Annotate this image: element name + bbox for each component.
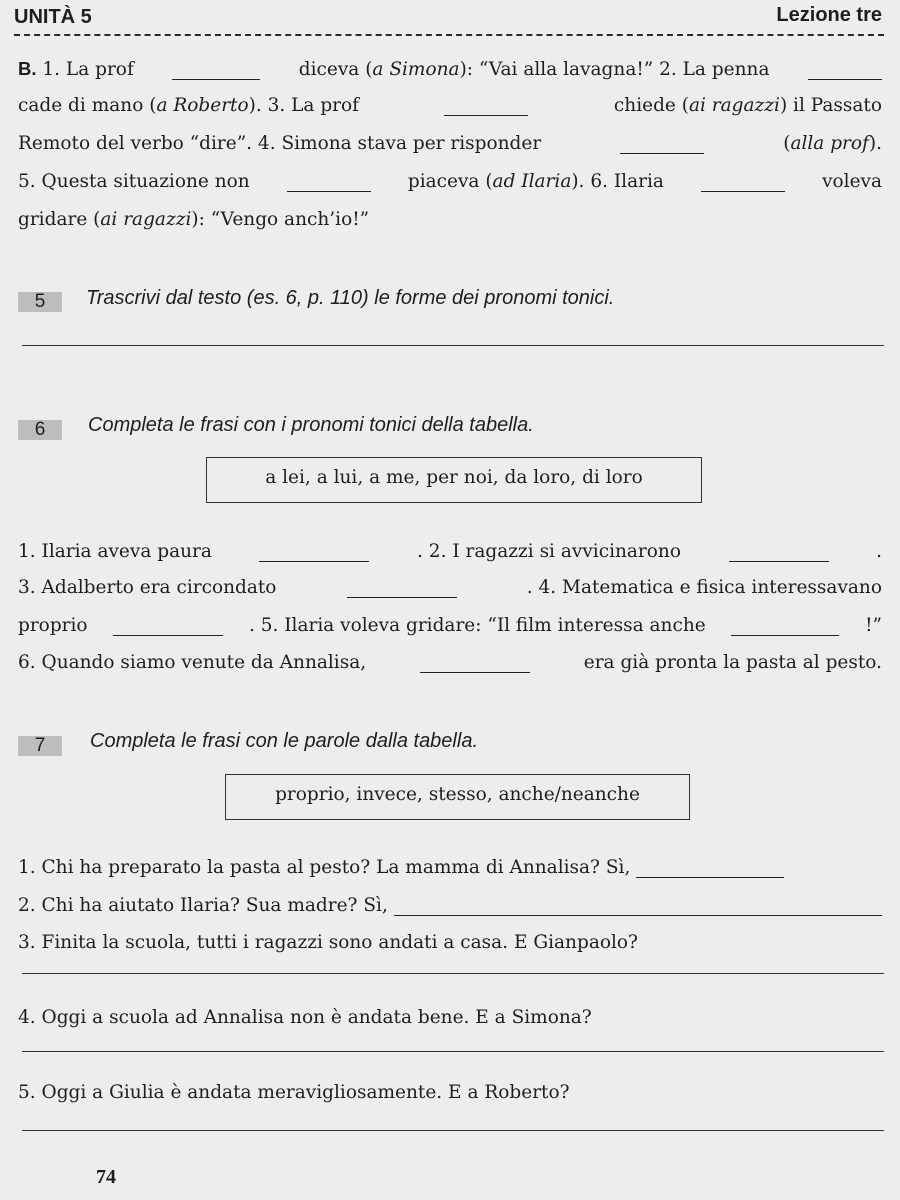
lesson-title: Lezione tre	[776, 4, 882, 26]
answer-blank[interactable]	[701, 173, 785, 192]
answer-blank[interactable]	[729, 543, 829, 562]
exB-label: B.	[18, 58, 37, 79]
exercise-6-number: 6	[18, 420, 62, 440]
ex7-q5: 5. Oggi a Giulia è andata meravigliosamente. E a Roberto?	[18, 1082, 570, 1103]
answer-blank[interactable]	[808, 61, 882, 80]
adverb-word-box: proprio, invece, stesso, anche/neanche	[225, 774, 690, 820]
answer-blank[interactable]	[172, 61, 260, 80]
unit-title: UNITÀ 5	[14, 6, 92, 28]
answer-line[interactable]	[22, 1051, 884, 1052]
exercise-5-instruction: Trascrivi dal testo (es. 6, p. 110) le forme dei pronomi tonici.	[86, 287, 615, 309]
pronoun-word-box: a lei, a lui, a me, per noi, da loro, di loro	[206, 457, 702, 503]
ex7-q1: 1. Chi ha preparato la pasta al pesto? La mamma di Annalisa? Sì,	[18, 850, 882, 878]
ex6-line-4: 6. Quando siamo venute da Annalisa, era già pronta la pasta al pesto.	[18, 652, 882, 673]
header-divider	[14, 34, 884, 36]
exercise-7-instruction: Completa le frasi con le parole dalla tabella.	[90, 730, 478, 752]
exercise-5-number: 5	[18, 292, 62, 312]
answer-blank[interactable]	[347, 579, 457, 598]
page-header	[14, 2, 884, 38]
answer-blank[interactable]	[420, 654, 530, 673]
exB-line-3: Remoto del verbo “dire”. 4. Simona stava per risponder (alla prof).	[18, 133, 882, 154]
exercise-7-number: 7	[18, 736, 62, 756]
exB-line-5: gridare (ai ragazzi): “Vengo anch’io!”	[18, 209, 370, 230]
answer-blank[interactable]	[394, 897, 882, 916]
answer-blank[interactable]	[620, 135, 704, 154]
answer-blank[interactable]	[444, 97, 528, 116]
answer-line[interactable]	[22, 1130, 884, 1131]
ex7-q4: 4. Oggi a scuola ad Annalisa non è andata bene. E a Simona?	[18, 1007, 592, 1028]
exB-line-4: 5. Questa situazione non piaceva (ad Ilaria). 6. Ilaria voleva	[18, 171, 882, 192]
answer-blank[interactable]	[287, 173, 371, 192]
exB-line-1: B. 1. La prof diceva (a Simona): “Vai alla lavagna!” 2. La penna	[18, 52, 882, 80]
ex7-q2: 2. Chi ha aiutato Ilaria? Sua madre? Sì,	[18, 888, 882, 916]
ex6-line-3: proprio . 5. Ilaria voleva gridare: “Il film interessa anche !”	[18, 615, 882, 636]
ex7-q3: 3. Finita la scuola, tutti i ragazzi sono andati a casa. E Gianpaolo?	[18, 932, 638, 953]
ex6-line-1: 1. Ilaria aveva paura . 2. I ragazzi si avvicinarono .	[18, 541, 882, 562]
answer-blank[interactable]	[259, 543, 369, 562]
answer-blank[interactable]	[731, 617, 839, 636]
ex6-line-2: 3. Adalberto era circondato . 4. Matematica e fisica interessavano	[18, 577, 882, 598]
page-number: 74	[96, 1166, 116, 1188]
exB-line-2: cade di mano (a Roberto). 3. La prof chiede (ai ragazzi) il Passato	[18, 95, 882, 116]
exercise-6-instruction: Completa le frasi con i pronomi tonici della tabella.	[88, 414, 534, 436]
answer-blank[interactable]	[636, 859, 784, 878]
answer-blank[interactable]	[113, 617, 223, 636]
answer-line[interactable]	[22, 345, 884, 346]
answer-line[interactable]	[22, 973, 884, 974]
